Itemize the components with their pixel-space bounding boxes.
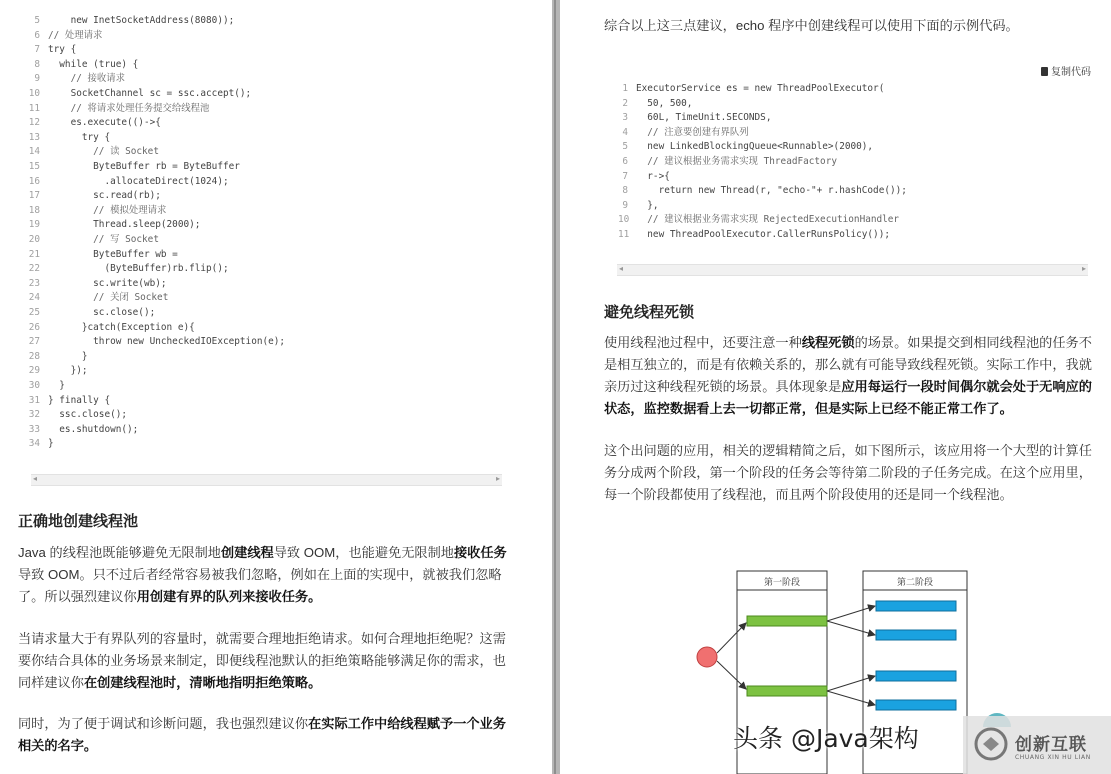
code-text: // 接收请求 — [48, 73, 126, 85]
code-line — [24, 306, 155, 321]
code-line — [24, 408, 127, 423]
code-text: es.shutdown(); — [48, 423, 139, 435]
line-number: 33 — [28, 423, 40, 435]
code-text: // 写 Socket — [48, 234, 159, 245]
paragraph — [18, 713, 518, 757]
code-text: }catch(Exception e){ — [48, 321, 195, 333]
bold-text: 创建线程 — [220, 545, 274, 560]
code-line — [24, 262, 229, 277]
code-line — [24, 204, 166, 219]
line-number: 18 — [28, 204, 40, 216]
code-text: sc.write(wb); — [48, 277, 167, 289]
line-number: 23 — [28, 277, 40, 289]
line-number: 10 — [28, 88, 40, 99]
code-text: sc.read(rb); — [48, 190, 161, 202]
bold-text: 用创建有界的队列来接收任务。 — [136, 589, 322, 604]
stage1-task — [747, 686, 827, 696]
copy-code-label: 复制代码 — [1051, 67, 1091, 78]
brand-logo-icon — [973, 726, 1009, 762]
line-number: 20 — [28, 234, 40, 245]
bold-text: 在实际工作中给线程赋予一个业务相关的名字。 — [18, 716, 506, 753]
code-line — [24, 277, 167, 292]
code-line — [618, 111, 771, 126]
code-line — [24, 14, 234, 29]
line-number: 5 — [34, 15, 40, 26]
code-line — [24, 131, 110, 146]
code-text: // 将请求处理任务提交给线程池 — [48, 102, 210, 114]
text: 的场景。如果提交到相同线程池的任务不是相互独立的，而是有依赖关系的，那么就有可能导致线程死锁。实际工作中，我就亲历过这种线程死锁的场景。具体现象是 — [604, 335, 1092, 394]
code-text: throw new UncheckedIOException(e); — [48, 336, 286, 348]
code-line — [24, 160, 240, 175]
code-text: // 建议根据业务需求实现 ThreadFactory — [636, 156, 837, 167]
code-line — [618, 155, 837, 170]
line-number: 19 — [28, 219, 40, 231]
line-number: 14 — [28, 146, 40, 158]
text: Java 的线程池既能够避免无限制地 — [18, 545, 221, 560]
code-horizontal-scrollbar[interactable] — [31, 474, 502, 486]
line-number: 12 — [28, 117, 40, 129]
line-number: 7 — [34, 44, 40, 56]
text: 导致 OOM。只不过后者经常容易被我们忽略，例如在上面的实现中，就被我们忽略了。所以强烈建议你 — [18, 567, 502, 604]
code-text: new LinkedBlockingQueue<Runnable>(2000), — [636, 141, 874, 153]
code-text: while (true) { — [48, 58, 139, 70]
watermark-text: 头条 @Java架构 — [733, 724, 919, 753]
source-node — [697, 647, 717, 667]
code-line — [24, 350, 88, 365]
code-text: } — [48, 380, 65, 391]
stage1-task — [747, 616, 827, 626]
code-text: 50, 500, — [636, 97, 693, 109]
code-line — [24, 72, 125, 87]
scroll-right-icon[interactable]: ▸ — [495, 474, 500, 483]
line-number: 17 — [28, 190, 40, 202]
section-heading: 避免线程死锁 — [604, 304, 695, 321]
line-number: 2 — [622, 97, 628, 109]
bold-text: 线程死锁 — [801, 335, 855, 350]
line-number: 30 — [28, 380, 40, 391]
code-line — [24, 58, 138, 73]
code-text: // 建议根据业务需求实现 RejectedExecutionHandler — [636, 214, 900, 226]
line-number: 9 — [622, 199, 628, 211]
line-number: 11 — [28, 102, 40, 114]
paragraph — [18, 628, 518, 694]
code-line — [618, 213, 899, 228]
code-text: 60L, TimeUnit.SECONDS, — [636, 112, 772, 124]
bold-text: 在创建线程池时，清晰地指明拒绝策略。 — [83, 675, 322, 690]
line-number: 15 — [28, 161, 40, 172]
code-line — [24, 29, 102, 44]
line-number: 34 — [28, 438, 40, 450]
line-number: 16 — [28, 175, 40, 187]
code-text: ssc.close(); — [48, 409, 128, 421]
code-line — [24, 233, 159, 248]
scroll-right-icon[interactable]: ▸ — [1081, 264, 1086, 273]
line-number: 22 — [28, 263, 40, 275]
code-text: try { — [48, 44, 77, 56]
code-text: // 注意要创建有界队列 — [636, 126, 749, 138]
code-line — [24, 291, 168, 306]
code-text: es.execute(()->{ — [48, 117, 161, 129]
code-line — [24, 116, 161, 131]
code-horizontal-scrollbar[interactable] — [617, 264, 1088, 276]
code-text: new InetSocketAddress(8080)); — [48, 15, 235, 26]
code-text: (ByteBuffer)rb.flip(); — [48, 263, 229, 275]
line-number: 11 — [618, 229, 630, 240]
code-line — [618, 199, 659, 214]
code-text: new ThreadPoolExecutor.CallerRunsPolicy()); — [636, 229, 890, 240]
line-number: 4 — [622, 126, 628, 138]
brand-name-latin: CHUANG XIN HU LIAN — [1015, 754, 1091, 761]
code-line — [618, 126, 749, 141]
text: 当请求量大于有界队列的容量时，就需要合理地拒绝请求。如何合理地拒绝呢？这需要你结合具体的业务场景来制定，即便线程池默认的拒绝策略能够满足你的需求，也同样建议你 — [18, 631, 506, 690]
paragraph — [604, 332, 1102, 420]
code-line — [24, 248, 178, 263]
text: 同时，为了便于调试和诊断问题，我也强烈建议你 — [18, 716, 309, 731]
line-number: 8 — [34, 58, 40, 70]
paragraph — [18, 542, 518, 608]
line-number: 6 — [34, 29, 40, 41]
section-heading: 正确地创建线程池 — [18, 513, 139, 530]
line-number: 24 — [28, 292, 40, 304]
code-line — [24, 43, 76, 58]
line-number: 8 — [622, 185, 628, 197]
text: 使用线程池过程中，还要注意一种 — [604, 335, 802, 350]
line-number: 5 — [622, 141, 628, 153]
line-number: 9 — [34, 73, 40, 85]
intro-text: 综合以上这三点建议，echo 程序中创建线程可以使用下面的示例代码。 — [604, 18, 1019, 33]
code-line — [24, 321, 195, 336]
line-number: 29 — [28, 365, 40, 377]
line-number: 26 — [28, 321, 40, 333]
code-line — [618, 97, 692, 112]
stage2-subtask — [876, 700, 956, 710]
line-number: 31 — [28, 394, 40, 406]
code-text: ExecutorService es = new ThreadPoolExecutor( — [636, 83, 885, 94]
code-text: }); — [48, 365, 88, 377]
brand-logo — [963, 716, 1111, 774]
code-text: // 模拟处理请求 — [48, 204, 167, 216]
code-line — [24, 87, 251, 102]
code-line — [618, 140, 873, 155]
code-line — [618, 82, 884, 97]
code-line — [24, 102, 209, 117]
code-line — [24, 379, 65, 394]
code-text: try { — [48, 131, 111, 143]
line-number: 3 — [622, 112, 628, 124]
bold-text: 应用每运行一段时间偶尔就会处于无响应的状态，监控数据看上去一切都正常，但是实际上已经不能正常工作了。 — [604, 379, 1092, 416]
code-text: return new Thread(r, "echo-"+ r.hashCode()); — [636, 185, 907, 197]
copy-code-button[interactable] — [1041, 63, 1091, 78]
line-number: 21 — [28, 248, 40, 260]
line-number: 1 — [622, 83, 628, 94]
stage1-label: 第一阶段 — [763, 578, 801, 588]
code-line — [24, 145, 159, 160]
code-line — [618, 184, 907, 199]
code-text: }, — [636, 199, 659, 211]
line-number: 7 — [622, 170, 628, 182]
code-line — [24, 335, 285, 350]
code-line — [24, 437, 54, 452]
copy-icon — [1041, 67, 1048, 76]
bold-text: 接收任务 — [453, 545, 507, 560]
code-text: // 处理请求 — [48, 29, 103, 41]
code-text: sc.close(); — [48, 307, 156, 318]
line-number: 32 — [28, 409, 40, 421]
scroll-left-icon[interactable]: ◂ — [619, 264, 624, 273]
line-number: 10 — [618, 214, 630, 226]
brand-name: 创新互联 — [1015, 735, 1087, 755]
code-text: .allocateDirect(1024); — [48, 175, 229, 187]
stage2-subtask — [876, 630, 956, 640]
code-text: Thread.sleep(2000); — [48, 219, 201, 231]
line-number: 13 — [28, 131, 40, 143]
code-line — [618, 228, 890, 243]
code-text: // 关闭 Socket — [48, 292, 169, 304]
code-text: // 读 Socket — [48, 146, 159, 158]
line-number: 27 — [28, 336, 40, 348]
code-line — [24, 175, 229, 190]
scroll-left-icon[interactable]: ◂ — [33, 474, 38, 483]
paragraph: 这个出问题的应用，相关的逻辑精简之后，如下图所示，该应用将一个大型的计算任务分成两个阶段，第一个阶段的任务会等待第二阶段的子任务完成。在这个应用里，每一个阶段都使用了线程池，而且两个阶段使用的还是同一个线程池。 — [604, 443, 1092, 502]
code-text: } — [48, 438, 54, 450]
stage2-subtask — [876, 671, 956, 681]
code-text: ByteBuffer wb = — [48, 248, 178, 260]
code-text: r->{ — [636, 170, 670, 182]
code-text: SocketChannel sc = ssc.accept(); — [48, 88, 252, 99]
code-line — [618, 170, 670, 185]
line-number: 25 — [28, 307, 40, 318]
code-line — [24, 423, 138, 438]
text: 导致 OOM，也能避免无限制地 — [273, 545, 454, 560]
code-line — [24, 218, 200, 233]
code-line — [24, 394, 110, 409]
stage2-subtask — [876, 601, 956, 611]
pane-divider[interactable] — [552, 0, 560, 774]
code-text: } — [48, 350, 88, 362]
code-line — [24, 364, 88, 379]
code-text: ByteBuffer rb = ByteBuffer — [48, 161, 240, 172]
code-line — [24, 189, 161, 204]
stage2-label: 第二阶段 — [896, 578, 934, 588]
line-number: 6 — [622, 156, 628, 167]
code-text: } finally { — [48, 394, 111, 406]
line-number: 28 — [28, 350, 40, 362]
